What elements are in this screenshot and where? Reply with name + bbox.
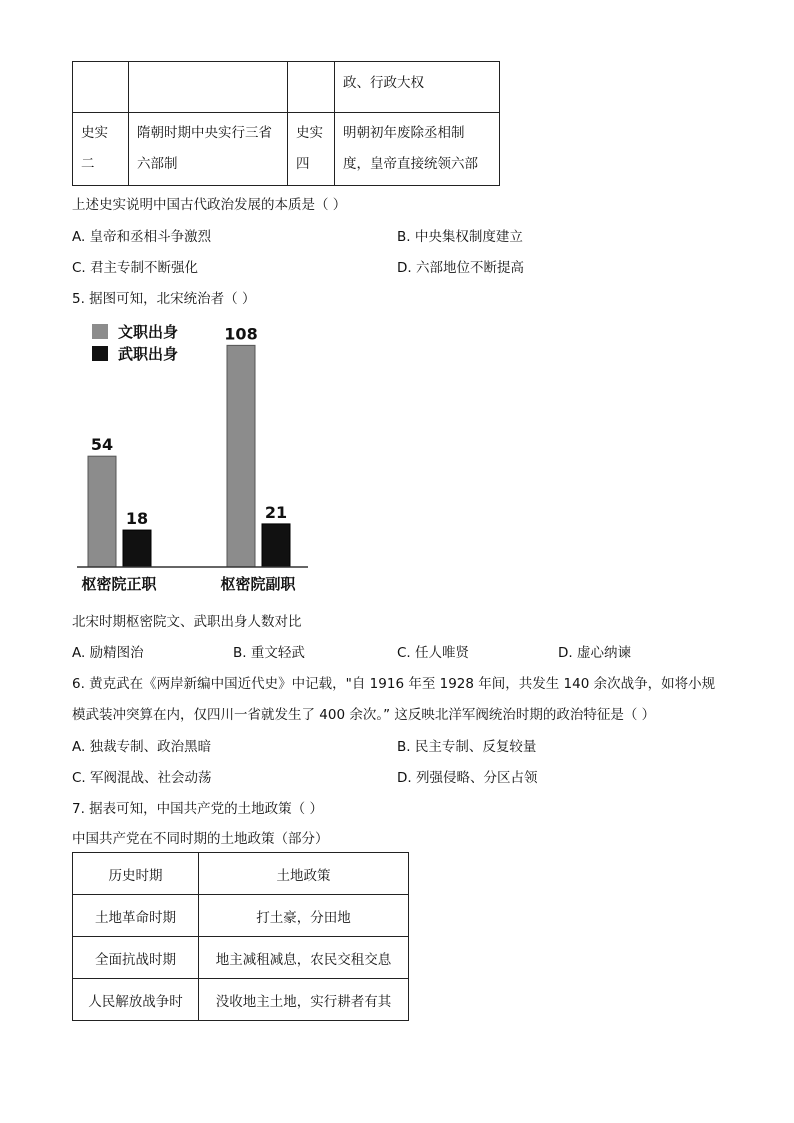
table-cell: 人民解放战争时 [73, 979, 199, 1021]
q6-stem-line2: 模武装冲突算在内，仅四川一省就发生了 400 余次。” 这反映北洋军阀统治时期的政治特征是（ ） [72, 707, 656, 723]
table-cell [129, 62, 288, 113]
table-row [73, 979, 409, 1021]
table-cell: 政、行政大权 [335, 62, 500, 113]
legend-swatch [92, 346, 108, 361]
legend-swatch [92, 324, 108, 339]
q6-option-a: A. 独裁专制、政治黑暗 [72, 739, 212, 755]
category-label: 枢密院正职 [81, 575, 157, 593]
q4-option-d: D. 六部地位不断提高 [397, 260, 524, 276]
table-cell: 史实 二 [73, 113, 129, 186]
legend-label: 文职出身 [118, 323, 179, 341]
table-cell: 打土豪，分田地 [199, 895, 409, 937]
bar-military [123, 530, 151, 567]
q5-stem: 5. 据图可知，北宋统治者（ ） [72, 291, 256, 307]
q4-option-a: A. 皇帝和丞相斗争激烈 [72, 229, 212, 245]
q6-option-b: B. 民主专制、反复较量 [397, 739, 537, 755]
bar-chart [72, 315, 322, 597]
q7-table-title: 中国共产党在不同时期的土地政策（部分） [72, 831, 329, 847]
data-label: 18 [125, 509, 149, 529]
bar-civil [88, 456, 116, 567]
data-label: 108 [224, 324, 258, 344]
table-cell: 隋朝时期中央实行三省 六部制 [129, 113, 288, 186]
legend-label: 武职出身 [118, 345, 179, 363]
table-cell: 全面抗战时期 [73, 937, 199, 979]
table-row [73, 62, 500, 113]
table-cell: 没收地主土地，实行耕者有其 [199, 979, 409, 1021]
q6-option-d: D. 列强侵略、分区占领 [397, 770, 538, 786]
q4-option-b: B. 中央集权制度建立 [397, 229, 523, 245]
chart-caption: 北宋时期枢密院文、武职出身人数对比 [72, 614, 302, 630]
q5-option-c: C. 任人唯贤 [397, 645, 470, 661]
land-policy-table [72, 852, 409, 1021]
q7-stem: 7. 据表可知，中国共产党的土地政策（ ） [72, 801, 323, 817]
bar-military [262, 524, 290, 567]
table-cell: 土地革命时期 [73, 895, 199, 937]
bar-civil [227, 345, 255, 567]
table-header-cell: 土地政策 [199, 853, 409, 895]
q4-stem: 上述史实说明中国古代政治发展的本质是（ ） [72, 197, 347, 213]
q5-option-a: A. 励精图治 [72, 645, 144, 661]
table-cell: 史实 四 [288, 113, 335, 186]
q4-option-c: C. 君主专制不断强化 [72, 260, 199, 276]
q6-option-c: C. 军阀混战、社会动荡 [72, 770, 212, 786]
category-label: 枢密院副职 [220, 575, 296, 593]
table-cell [288, 62, 335, 113]
facts-table [72, 61, 500, 186]
table-cell: 明朝初年废除丞相制 度，皇帝直接统领六部 [335, 113, 500, 186]
data-label: 21 [264, 502, 288, 522]
table-row [73, 895, 409, 937]
table-header-cell: 历史时期 [73, 853, 199, 895]
table-header-row [73, 853, 409, 895]
q5-option-b: B. 重文轻武 [233, 645, 305, 661]
table-cell: 地主减租减息，农民交租交息 [199, 937, 409, 979]
chart-legend [92, 323, 178, 363]
table-row [73, 113, 500, 186]
q5-option-d: D. 虚心纳谏 [558, 645, 631, 661]
table-cell [73, 62, 129, 113]
data-label: 54 [90, 435, 114, 455]
table-row [73, 937, 409, 979]
q6-stem-line1: 6. 黄克武在《两岸新编中国近代史》中记载，"自 1916 年至 1928 年间，共发生 140 余次战争，如将小规 [72, 676, 716, 692]
